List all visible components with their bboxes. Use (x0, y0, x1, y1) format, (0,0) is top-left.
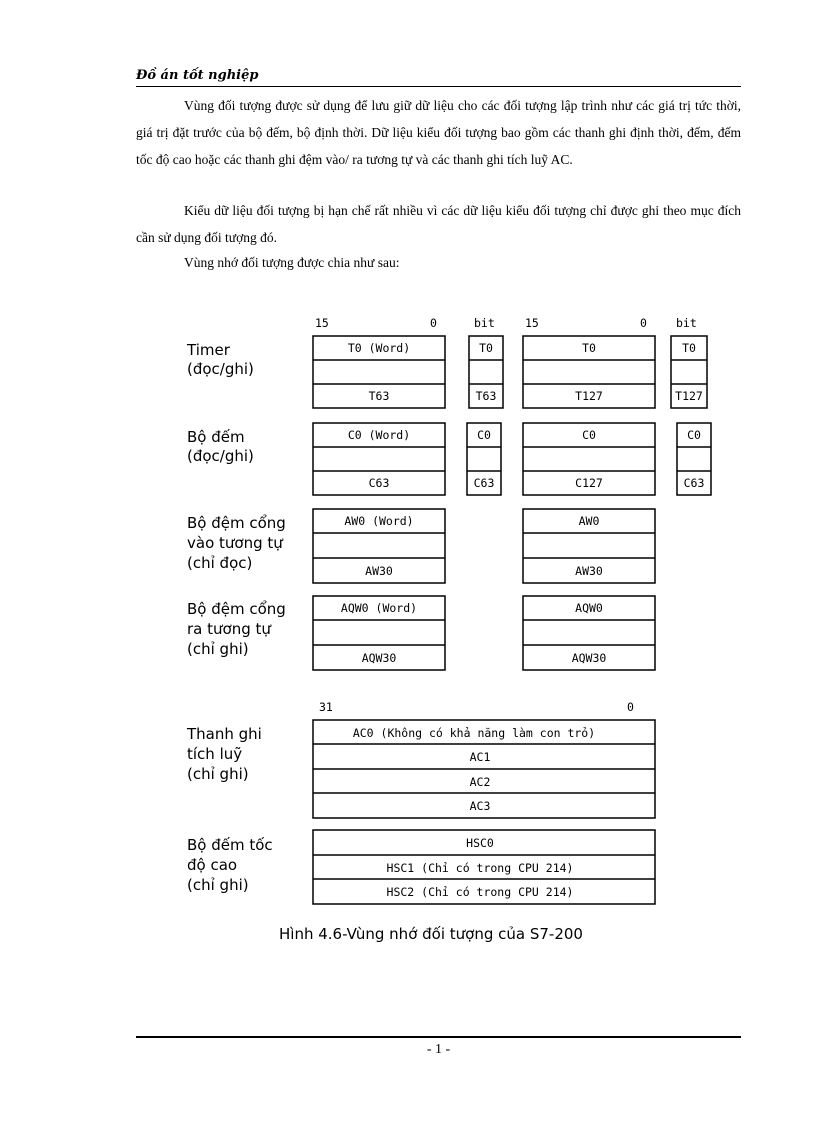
timer-word2-bottom: T127 (575, 389, 603, 403)
bit-label-31: 31 (319, 700, 333, 714)
analog-out-label-line-1: Bộ đệm cổng (187, 600, 286, 618)
analog-out-word1-top: AQW0 (Word) (340, 601, 418, 615)
analog-in-word2-bottom: AW30 (575, 564, 603, 578)
bit-label-15-b: 15 (525, 316, 539, 330)
analog-in-label-line-3: (chỉ đọc) (187, 554, 253, 572)
accumulator-row-0: AC0 (Không có khả năng làm con trỏ) (352, 726, 596, 740)
bit-label-0-b: 0 (640, 316, 647, 330)
paragraph-2: Kiểu dữ liệu đối tượng bị hạn chế rất nhiều vì các dữ liệu kiểu đối tượng chỉ được ghi theo mục đích cần sử dụng đối tượng đó. (136, 203, 741, 245)
analog-out-label-line-2: ra tương tự (187, 620, 271, 638)
accumulator-row-1: AC1 (469, 750, 491, 764)
analog-out-label-line-3: (chỉ ghi) (187, 640, 249, 658)
bit-label-bit-a: bit (474, 316, 495, 330)
timer-bit1-bottom: T63 (475, 389, 497, 403)
analog-out-word2-bottom: AQW30 (571, 651, 607, 665)
figure-caption: Hình 4.6-Vùng nhớ đối tượng của S7-200 (279, 925, 583, 943)
timer-label-line-2: (đọc/ghi) (187, 360, 254, 378)
bit-label-bit-b: bit (676, 316, 697, 330)
analog-in-label-line-1: Bộ đệm cổng (187, 514, 286, 532)
counter-bit1-top: C0 (477, 428, 491, 442)
timer-bit2-bottom: T127 (675, 389, 703, 403)
analog-in-label-line-2: vào tương tự (187, 534, 283, 552)
counter-word1-bottom: C63 (368, 476, 390, 490)
counter-bit1-bottom: C63 (473, 476, 495, 490)
counter-word2-bottom: C127 (575, 476, 603, 490)
bit-label-0-a: 0 (430, 316, 437, 330)
bit-label-0-c: 0 (627, 700, 634, 714)
timer-bit1-top: T0 (479, 341, 493, 355)
page-number: - 1 - (426, 1042, 451, 1057)
accumulator-label-line-2: tích luỹ (187, 745, 243, 763)
counter-word1-top: C0 (Word) (347, 428, 411, 442)
counter-bit2-bottom: C63 (683, 476, 705, 490)
analog-in-word1-bottom: AW30 (365, 564, 393, 578)
timer-label-line-1: Timer (187, 341, 230, 359)
timer-word2-top: T0 (582, 341, 596, 355)
analog-out-word1-bottom: AQW30 (361, 651, 397, 665)
hsc-label-line-3: (chỉ ghi) (187, 876, 249, 894)
analog-in-word2-top: AW0 (578, 514, 600, 528)
paragraph-3: Vùng nhớ đối tượng được chia như sau: (184, 255, 400, 270)
paragraph-1: Vùng đối tượng được sử dụng để lưu giữ dữ liệu cho các đối tượng lập trình như các giá trị tức thời, giá trị đặt trước của bộ đếm, bộ định thời. Dữ liệu kiểu đối tượng bao gồm các thanh ghi định thời, đếm, đếm tốc độ cao hoặc các thanh ghi đệm vào/ ra tương tự và các thanh ghi tích luỹ AC. (136, 98, 741, 167)
hsc-row-0: HSC0 (466, 836, 494, 850)
accumulator-row-3: AC3 (469, 799, 491, 813)
counter-word2-top: C0 (582, 428, 596, 442)
accumulator-row-2: AC2 (469, 775, 491, 789)
hsc-label-line-2: độ cao (187, 856, 238, 874)
page-header: Đồ án tốt nghiệp (136, 66, 741, 87)
analog-in-word1-top: AW0 (Word) (344, 514, 414, 528)
hsc-label-line-1: Bộ đếm tốc (187, 836, 273, 854)
counter-bit2-top: C0 (687, 428, 701, 442)
accumulator-label-line-3: (chỉ ghi) (187, 765, 249, 783)
accumulator-label-line-1: Thanh ghi (187, 725, 262, 743)
timer-word1-top: T0 (Word) (347, 341, 411, 355)
hsc-row-1: HSC1 (Chỉ có trong CPU 214) (386, 861, 574, 875)
counter-label-line-2: (đọc/ghi) (187, 447, 254, 465)
bit-label-15-a: 15 (315, 316, 329, 330)
hsc-row-2: HSC2 (Chỉ có trong CPU 214) (386, 885, 574, 899)
timer-bit2-top: T0 (682, 341, 696, 355)
footer-divider (136, 1036, 741, 1038)
analog-out-word2-top: AQW0 (575, 601, 603, 615)
counter-label-line-1: Bộ đếm (187, 428, 245, 446)
timer-word1-bottom: T63 (368, 389, 390, 403)
